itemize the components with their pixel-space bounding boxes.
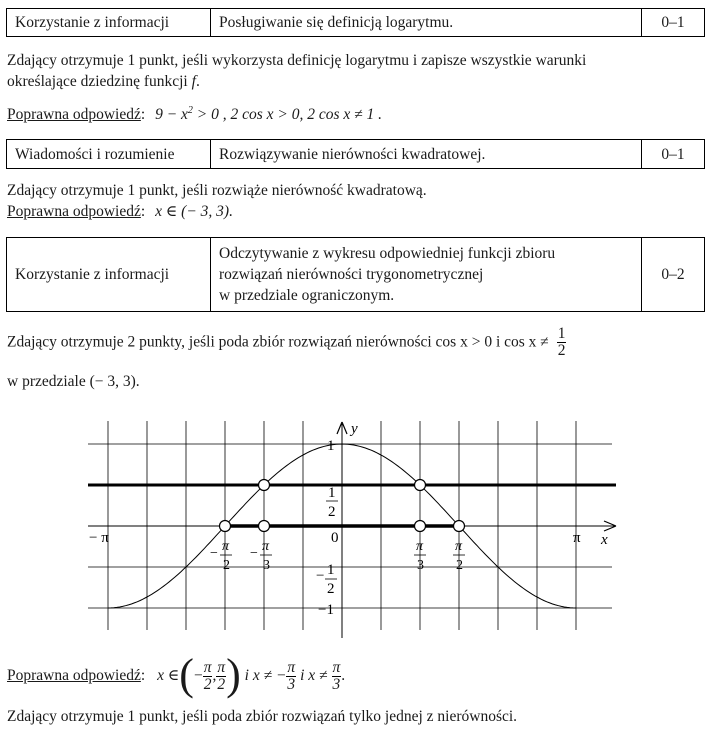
skill-cell: Korzystanie z informacji — [7, 238, 211, 312]
point-pi-2 — [454, 521, 465, 532]
x-axis-label: x — [601, 532, 608, 548]
point-minus-pi-3-half — [259, 480, 270, 491]
svg-text:2: 2 — [327, 581, 335, 597]
point-pi-3 — [415, 521, 426, 532]
criterion-text-1: Zdający otrzymuje 1 punkt, jeśli wykorzysta definicję logarytmu i zapisze wszystkie warunki określające dziedzinę funkcji f. — [7, 52, 587, 90]
criterion-text-3b: Zdający otrzymuje 1 punkt, jeśli poda zbiór rozwiązań tylko jednej z nierówności. — [7, 708, 518, 725]
answer-label: Poprawna odpowiedź — [7, 667, 141, 684]
skill-cell: Wiadomości i rozumienie — [7, 140, 211, 169]
criterion-text-3: Zdający otrzymuje 2 punkty, jeśli poda zbiór rozwiązań nierówności cos x > 0 i cos x ≠ $\frac{1}{2}$ — [7, 325, 566, 359]
point-minus-pi-2 — [220, 521, 231, 532]
fraction-pi-2: $\frac{\pi}{2}$ — [217, 659, 226, 693]
svg-text:−: − — [250, 546, 258, 561]
svg-text:−: − — [210, 546, 218, 561]
svg-text:1: 1 — [328, 485, 336, 501]
tick-one: 1 — [327, 438, 335, 454]
y-axis-label: y — [351, 421, 358, 437]
svg-text:2: 2 — [223, 558, 230, 573]
interval-text: w przedziale (− 3, 3). — [7, 373, 140, 390]
svg-text:1: 1 — [327, 562, 335, 578]
svg-text:3: 3 — [417, 558, 424, 573]
svg-text:2: 2 — [328, 504, 336, 520]
tick-minus-one: −1 — [318, 602, 334, 618]
point-pi-3-half — [415, 480, 426, 491]
fraction-one-half: $\frac{1}{2}$ — [557, 325, 566, 359]
points-cell: 0–1 — [642, 140, 705, 169]
svg-text:π: π — [262, 539, 270, 554]
tick-half — [326, 485, 338, 520]
svg-text:π: π — [416, 539, 424, 554]
tick-pi: π — [573, 530, 581, 546]
tick-neg-pi-3 — [250, 539, 272, 573]
points-cell: 0–2 — [642, 238, 705, 312]
origin-label: 0 — [331, 530, 339, 546]
answer-label: Poprawna odpowiedź — [7, 203, 141, 220]
tick-neg-pi-2 — [210, 539, 232, 573]
skill-cell: Korzystanie z informacji — [7, 9, 211, 37]
requirement-cell: Rozwiązywanie nierówności kwadratowej. — [211, 140, 642, 169]
tick-minus-pi: − π — [89, 530, 109, 546]
svg-text:π: π — [222, 539, 230, 554]
tick-neg-half — [316, 562, 337, 597]
svg-text:−: − — [316, 568, 325, 584]
answer-label: Poprawna odpowiedź — [7, 106, 141, 123]
svg-text:3: 3 — [263, 558, 270, 573]
fraction-pi-3-a: $\frac{\pi}{3}$ — [287, 659, 296, 693]
requirement-cell: Posługiwanie się definicją logarytmu. — [211, 9, 642, 37]
correct-answer-3: Poprawna odpowiedź: x ∈(− $\frac{\pi}{2}$ , $\frac{\pi}{2}$ ) i x ≠ − $\frac{\pi}{3}$ i x ≠ $\frac{\pi}{3}$ . — [7, 650, 346, 699]
answer-formula: $9 - x^2 > 0$ , 2 cos x > 0, 2 cos x ≠ 1 . — [155, 105, 383, 123]
correct-answer-1: Poprawna odpowiedź: $9 - x^2 > 0$ , 2 cos x > 0, 2 cos x ≠ 1 . — [7, 105, 383, 123]
point-minus-pi-3 — [259, 521, 270, 532]
answer-formula: x ∈ (− 3, 3). — [155, 203, 233, 220]
criterion-text-2: Zdający otrzymuje 1 punkt, jeśli rozwiąże nierówność kwadratową. Poprawna odpowiedź: x ∈ (− 3, 3). — [7, 182, 427, 220]
function-symbol: f — [191, 73, 196, 90]
points-cell: 0–1 — [642, 9, 705, 37]
requirement-cell: Odczytywanie z wykresu odpowiedniej funkcji zbioru rozwiązań nierówności trygonometrycznej w przedziale ograniczonym. — [211, 238, 642, 312]
fraction-pi-3-b: $\frac{\pi}{3}$ — [332, 659, 341, 693]
svg-text:π: π — [455, 539, 463, 554]
svg-text:2: 2 — [456, 558, 463, 573]
fraction-minus-pi-2: $\frac{\pi}{2}$ — [203, 659, 212, 693]
